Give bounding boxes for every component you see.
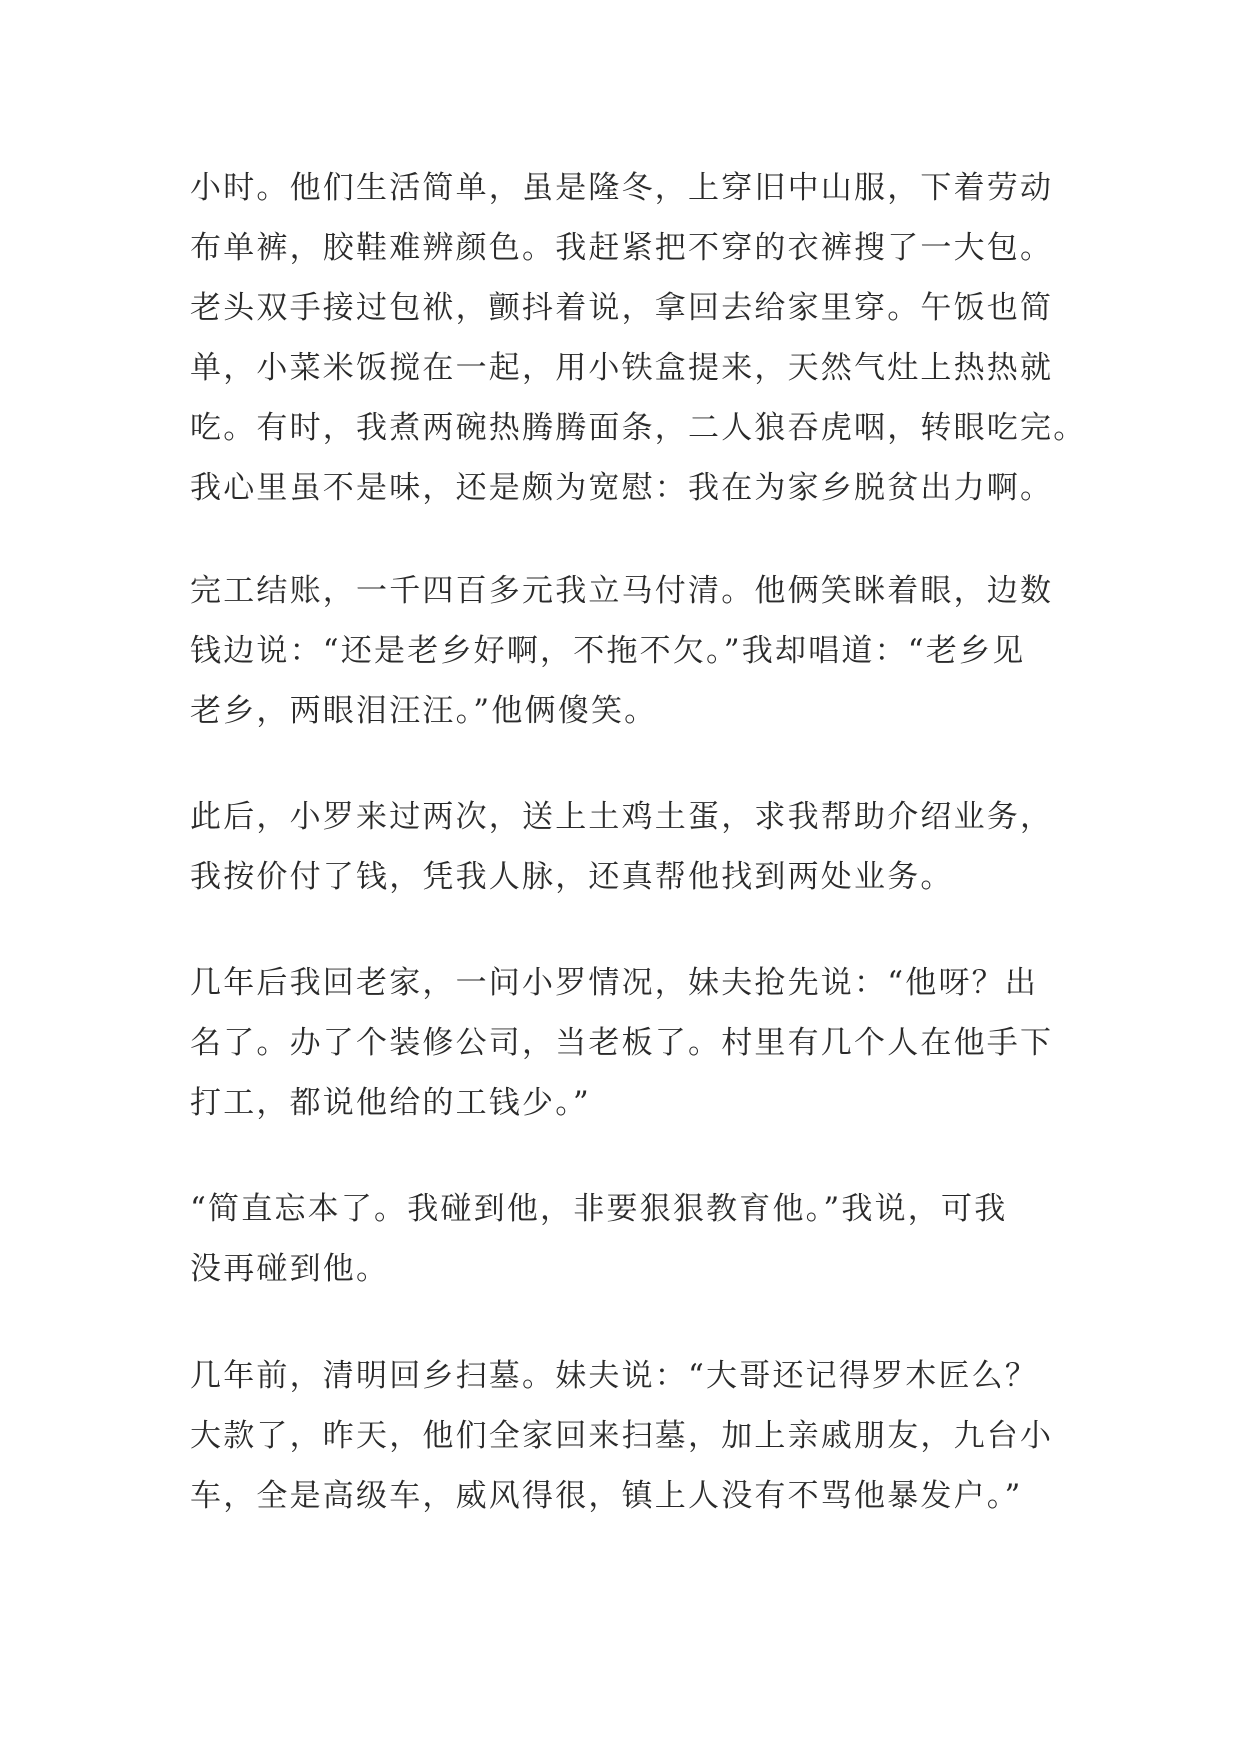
- text-line: 没再碰到他。: [190, 1251, 390, 1287]
- text-line: 大款了，昨天，他们全家回来扫墓，加上亲戚朋友，九台小: [190, 1418, 1054, 1454]
- paragraph-6: [190, 1346, 1070, 1526]
- text-line: 名了。办了个装修公司，当老板了。村里有几个人在他手下: [190, 1025, 1054, 1061]
- text-line: 打工，都说他给的工钱少。”: [190, 1085, 591, 1121]
- text-line: 几年后我回老家，一问小罗情况，妹夫抢先说：“他呀？出: [190, 965, 1039, 1001]
- paragraph-4: [190, 953, 1070, 1133]
- text-line: 我心里虽不是味，还是颇为宽慰：我在为家乡脱贫出力啊。: [190, 470, 1054, 506]
- paragraph-2: [190, 561, 1070, 741]
- text-line: 单，小菜米饭搅在一起，用小铁盒提来，天然气灶上热热就: [190, 350, 1054, 386]
- text-line: 小时。他们生活简单，虽是隆冬，上穿旧中山服，下着劳动: [190, 170, 1054, 206]
- text-line: 老头双手接过包袱，颤抖着说，拿回去给家里穿。午饭也简: [190, 290, 1054, 326]
- text-line: “简直忘本了。我碰到他，非要狠狠教育他。”我说，可我: [190, 1191, 1008, 1227]
- text-line: 完工结账，一千四百多元我立马付清。他俩笑眯着眼，边数: [190, 573, 1054, 609]
- text-line: 布单裤，胶鞋难辨颜色。我赶紧把不穿的衣裤搜了一大包。: [190, 230, 1054, 266]
- text-line: 我按价付了钱，凭我人脉，还真帮他找到两处业务。: [190, 859, 954, 895]
- text-line: 车，全是高级车，威风得很，镇上人没有不骂他暴发户。”: [190, 1478, 1023, 1514]
- paragraph-1: [190, 158, 1087, 518]
- paragraph-3: [190, 787, 1070, 907]
- text-line: 几年前，清明回乡扫墓。妹夫说：“大哥还记得罗木匠么？: [190, 1358, 1039, 1394]
- paragraph-5: [190, 1179, 1070, 1299]
- text-line: 老乡，两眼泪汪汪。”他俩傻笑。: [190, 693, 658, 729]
- text-line: 吃。有时，我煮两碗热腾腾面条，二人狼吞虎咽，转眼吃完。: [190, 410, 1087, 446]
- text-line: 此后，小罗来过两次，送上土鸡土蛋，求我帮助介绍业务，: [190, 799, 1054, 835]
- text-line: 钱边说：“还是老乡好啊，不拖不欠。”我却唱道：“老乡见: [190, 633, 1026, 669]
